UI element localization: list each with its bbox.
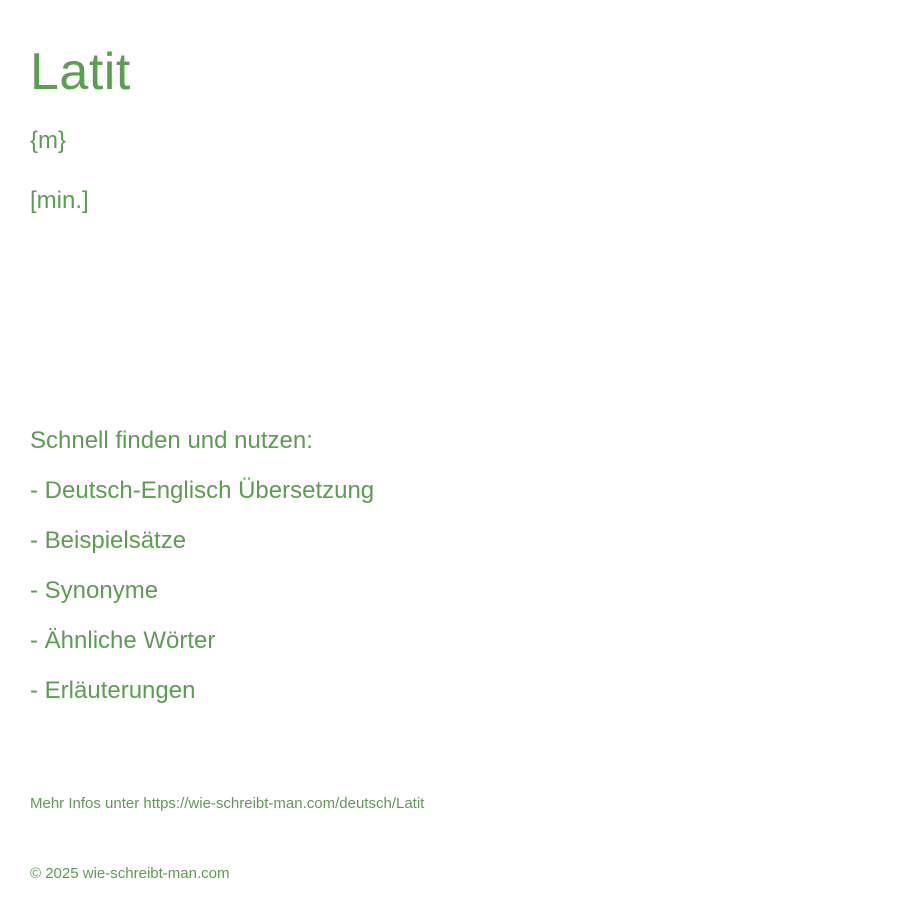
feature-item-similar-words: - Ähnliche Wörter — [30, 627, 216, 654]
gender-label: {m} — [30, 127, 67, 154]
feature-item-translation: - Deutsch-Englisch Übersetzung — [30, 477, 375, 504]
page-content — [30, 0, 870, 900]
features-heading: Schnell finden und nutzen: — [30, 427, 313, 454]
more-info-link[interactable]: Mehr Infos unter https://wie-schreibt-man.com/deutsch/Latit — [30, 795, 425, 812]
page-title: Latit — [30, 43, 131, 101]
copyright-notice: © 2025 wie-schreibt-man.com — [30, 865, 230, 882]
feature-item-example-sentences: - Beispielsätze — [30, 527, 187, 554]
feature-item-synonyms: - Synonyme — [30, 577, 159, 604]
domain-label: [min.] — [30, 187, 89, 214]
feature-list — [30, 477, 374, 727]
feature-item-explanations: - Erläuterungen — [30, 677, 196, 704]
